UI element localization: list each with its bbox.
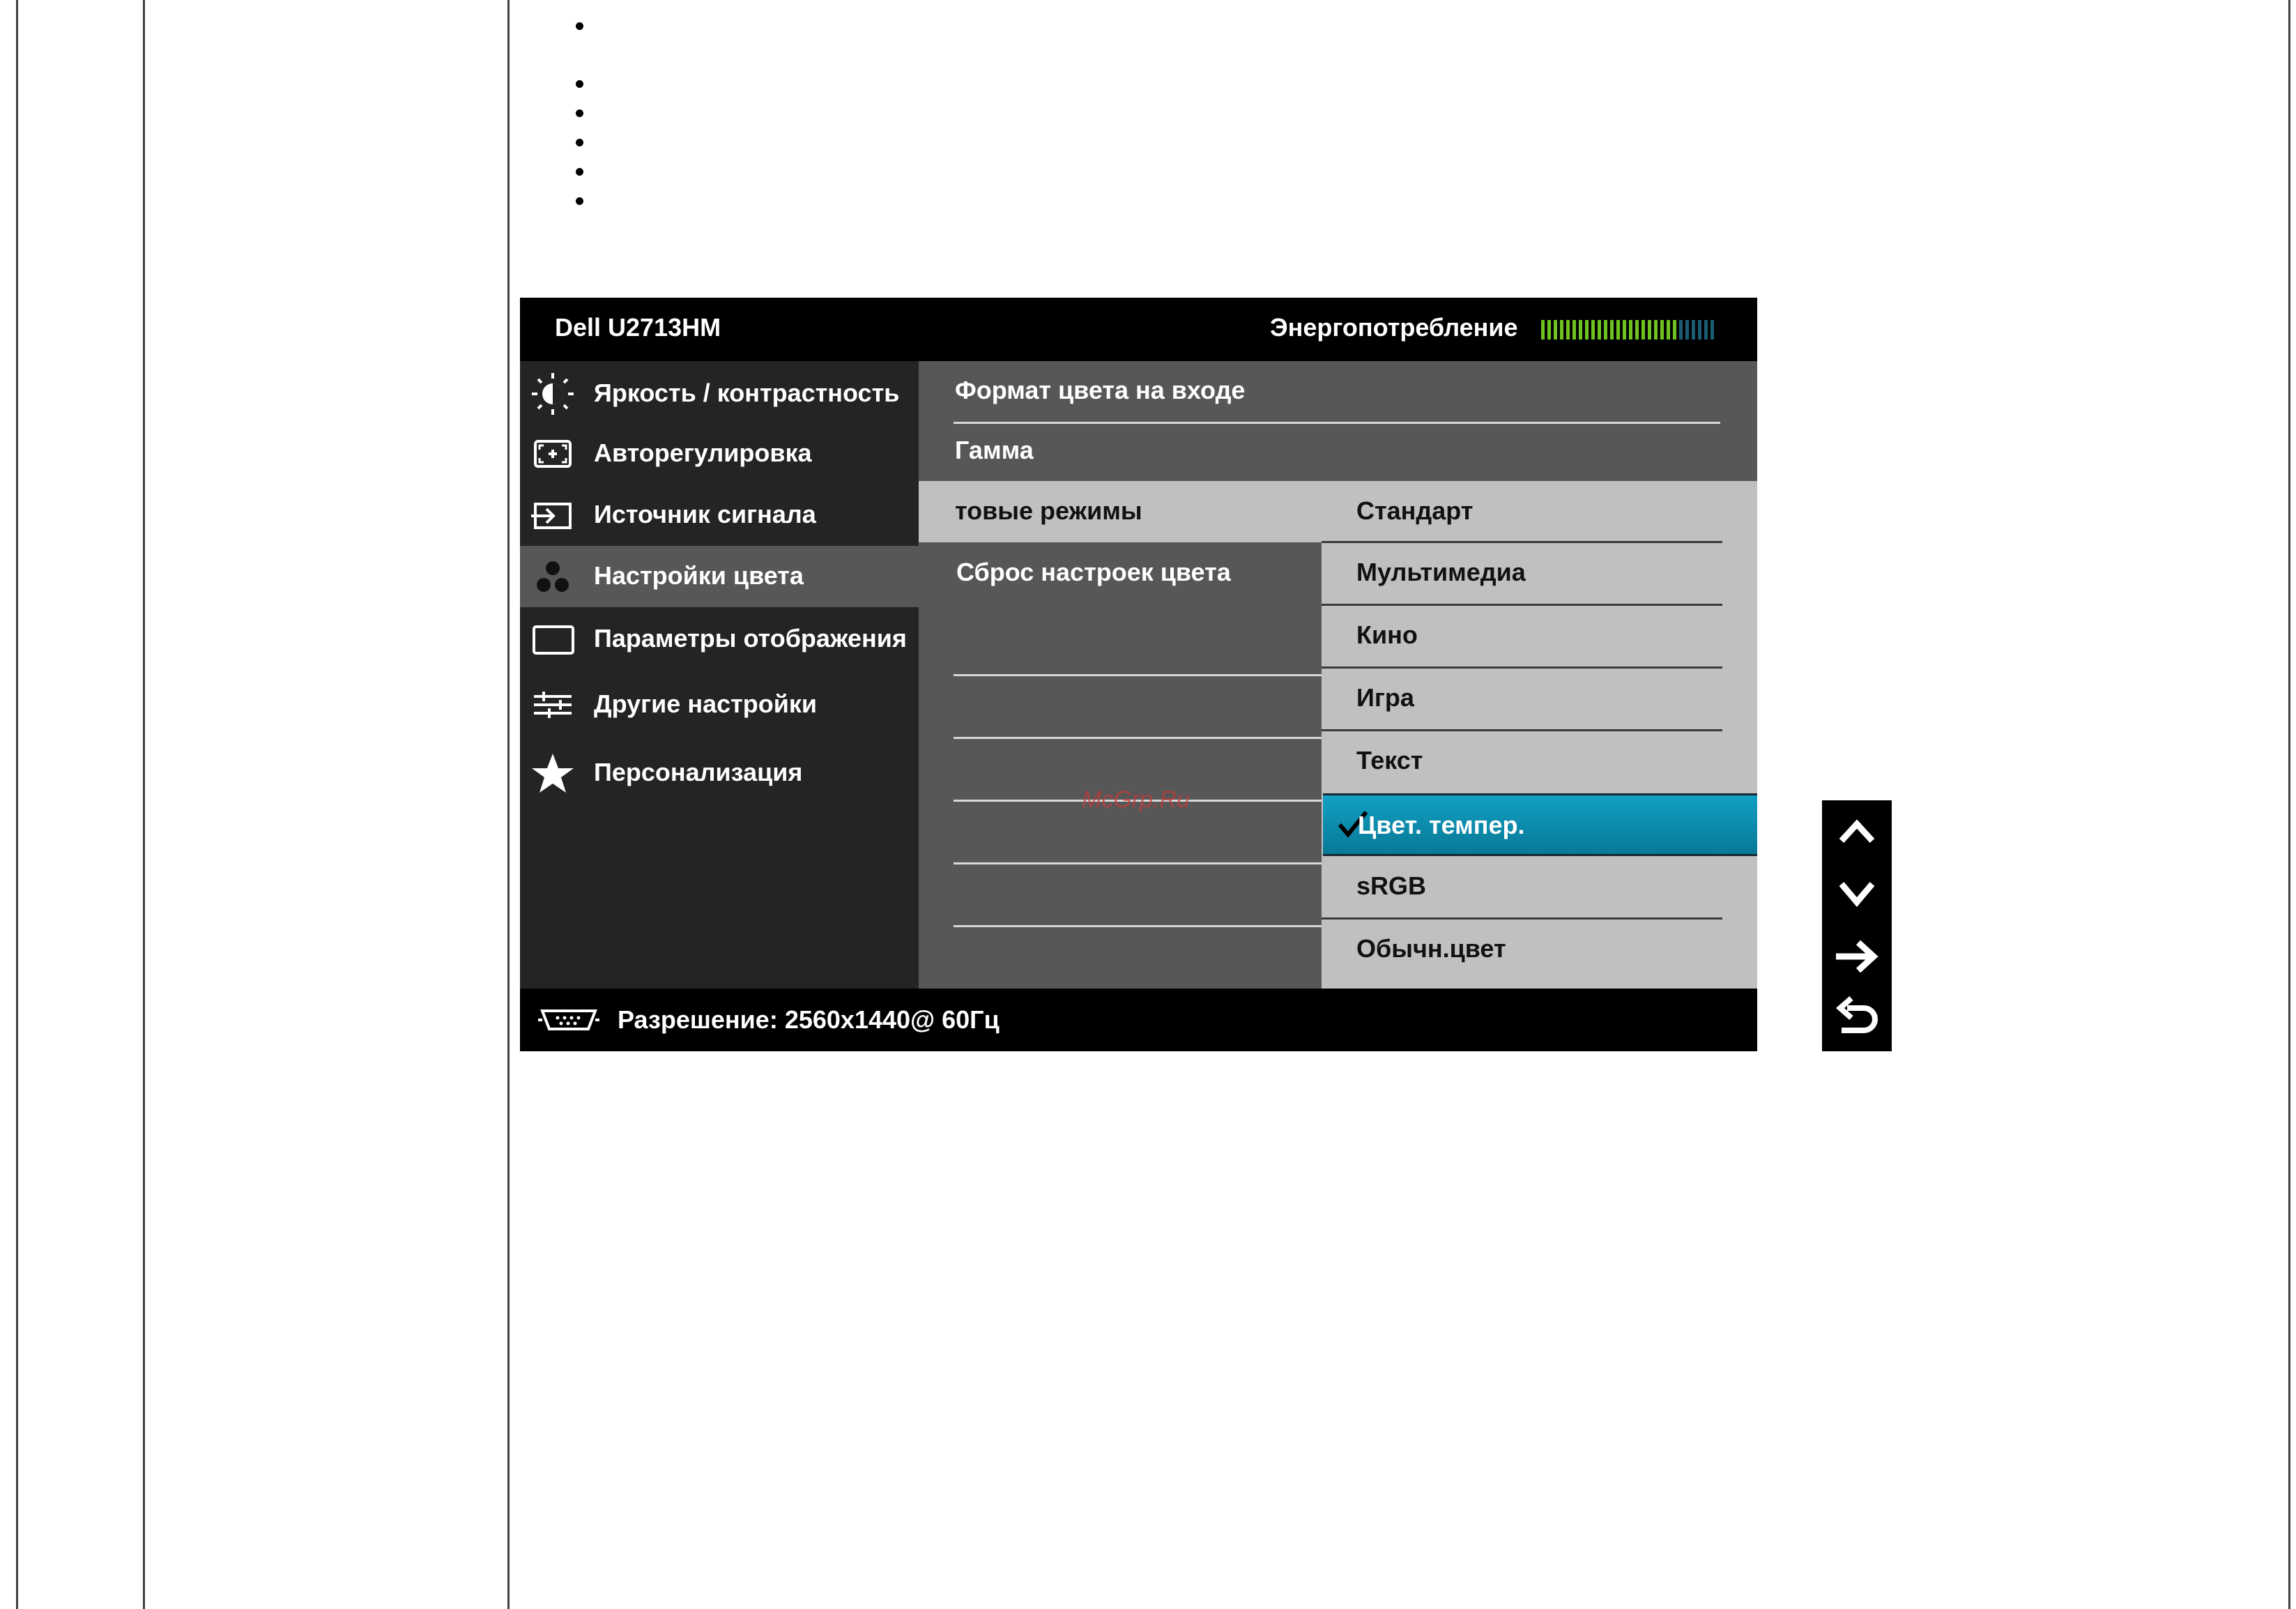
energy-bar-segment: [1604, 320, 1607, 340]
energy-bar-segment: [1585, 320, 1589, 340]
menu-item-label: Источник сигнала: [594, 500, 816, 528]
preset-option-label: Мультимедиа: [1356, 558, 1526, 586]
list-bullet: [576, 80, 583, 88]
menu-item[interactable]: [520, 363, 919, 425]
preset-option[interactable]: [1322, 605, 1757, 668]
list-bullet: [576, 168, 583, 176]
resolution-info: Разрешение: 2560x1440@ 60Гц: [618, 1005, 1000, 1034]
table-border-col2: [507, 0, 510, 1609]
energy-bar-segment: [1679, 320, 1683, 340]
energy-bar-segment: [1572, 320, 1576, 340]
monitor-model: Dell U2713HM: [555, 313, 721, 342]
submenu-input-color-format[interactable]: Формат цвета на входе: [955, 376, 1246, 404]
list-bullet: [576, 109, 583, 117]
menu-item-label: Другие настройки: [594, 689, 818, 718]
preset-option-label: Обычн.цвет: [1356, 934, 1506, 963]
energy-bar-segment: [1566, 320, 1570, 340]
energy-bar-segment: [1692, 320, 1695, 340]
table-border-right: [2288, 0, 2290, 1609]
input-source-icon: [528, 491, 577, 539]
preset-option[interactable]: [1322, 856, 1757, 919]
energy-bar-segment: [1610, 320, 1614, 340]
energy-bar-segment: [1629, 320, 1632, 340]
energy-bar-segment: [1547, 320, 1551, 340]
preset-option[interactable]: [1322, 481, 1757, 542]
submenu-preset-modes[interactable]: товые режимы: [955, 496, 1142, 525]
down-button[interactable]: [1822, 863, 1892, 926]
preset-option-label: Стандарт: [1356, 496, 1474, 525]
energy-bar-segment: [1541, 320, 1545, 340]
divider: [954, 862, 1322, 864]
menu-item-label: Яркость / контрастность: [594, 379, 900, 407]
energy-bar-segment: [1641, 320, 1645, 340]
chevron-up-icon: [1822, 800, 1892, 863]
osd-menu: [520, 298, 1757, 1051]
energy-bar-segment: [1673, 320, 1676, 340]
preset-option[interactable]: [1322, 731, 1757, 793]
menu-item[interactable]: [520, 546, 919, 607]
energy-bar-segment: [1554, 320, 1557, 340]
enter-button[interactable]: [1822, 926, 1892, 989]
menu-item[interactable]: [520, 423, 919, 485]
preset-option[interactable]: [1322, 542, 1757, 605]
brightness-icon: [528, 370, 577, 418]
submenu-reset-color[interactable]: Сброс настроек цвета: [956, 558, 1231, 586]
energy-label: Энергопотребление: [1270, 313, 1518, 342]
energy-bar-segment: [1560, 320, 1563, 340]
energy-bar-segment: [1667, 320, 1670, 340]
osd-footer: [520, 989, 1757, 1051]
menu-item[interactable]: [520, 742, 919, 804]
menu-item[interactable]: [520, 485, 919, 546]
other-settings-icon: [528, 681, 577, 729]
menu-item-label: Авторегулировка: [594, 439, 812, 467]
table-border-left: [16, 0, 18, 1609]
back-button[interactable]: [1822, 989, 1892, 1051]
up-button[interactable]: [1822, 800, 1892, 863]
preset-option[interactable]: [1323, 793, 1757, 856]
auto-adjust-icon: [528, 430, 577, 478]
arrow-right-icon: [1822, 926, 1892, 989]
divider: [954, 422, 1720, 424]
energy-bar-segment: [1579, 320, 1582, 340]
preset-option-label: sRGB: [1356, 871, 1427, 900]
energy-bar-segment: [1660, 320, 1664, 340]
energy-bar-segment: [1598, 320, 1601, 340]
divider: [954, 925, 1322, 927]
energy-bar-segment: [1698, 320, 1701, 340]
color-settings-icon: [528, 553, 577, 600]
energy-bar-segment: [1654, 320, 1658, 340]
preset-option-label: Игра: [1356, 683, 1414, 712]
preset-option-label: Текст: [1356, 746, 1423, 775]
submenu-lower-area: [919, 542, 1322, 989]
back-icon: [1822, 989, 1892, 1051]
chevron-down-icon: [1822, 863, 1892, 926]
display-settings-icon: [528, 616, 577, 663]
menu-item-label: Настройки цвета: [594, 561, 804, 590]
menu-item[interactable]: [520, 609, 919, 670]
preset-option-label: Кино: [1356, 620, 1418, 649]
divider: [954, 737, 1322, 739]
osd-header: [520, 298, 1757, 361]
table-border-col1: [143, 0, 145, 1609]
divider: [954, 674, 1322, 676]
energy-bar-segment: [1623, 320, 1626, 340]
star-icon: [528, 749, 577, 797]
energy-bar-segment: [1635, 320, 1639, 340]
list-bullet: [576, 22, 583, 30]
vga-connector-icon: [538, 1007, 599, 1033]
list-bullet: [576, 197, 583, 205]
preset-option[interactable]: [1322, 919, 1757, 982]
preset-option[interactable]: [1322, 668, 1757, 731]
list-bullet: [576, 139, 583, 146]
menu-item-label: Персонализация: [594, 758, 803, 786]
energy-bar-segment: [1704, 320, 1708, 340]
preset-option-label: Цвет. темпер.: [1358, 811, 1525, 839]
monitor-buttons: [1822, 800, 1892, 1051]
energy-bar-segment: [1685, 320, 1689, 340]
energy-bar-segment: [1616, 320, 1620, 340]
energy-meter: [1541, 320, 1714, 340]
watermark: McGrp.Ru: [1082, 786, 1190, 813]
menu-item[interactable]: [520, 674, 919, 735]
menu-item-label: Параметры отображения: [594, 624, 907, 653]
energy-bar-segment: [1648, 320, 1651, 340]
energy-bar-segment: [1710, 320, 1714, 340]
submenu-gamma[interactable]: Гамма: [955, 436, 1034, 464]
energy-bar-segment: [1591, 320, 1595, 340]
